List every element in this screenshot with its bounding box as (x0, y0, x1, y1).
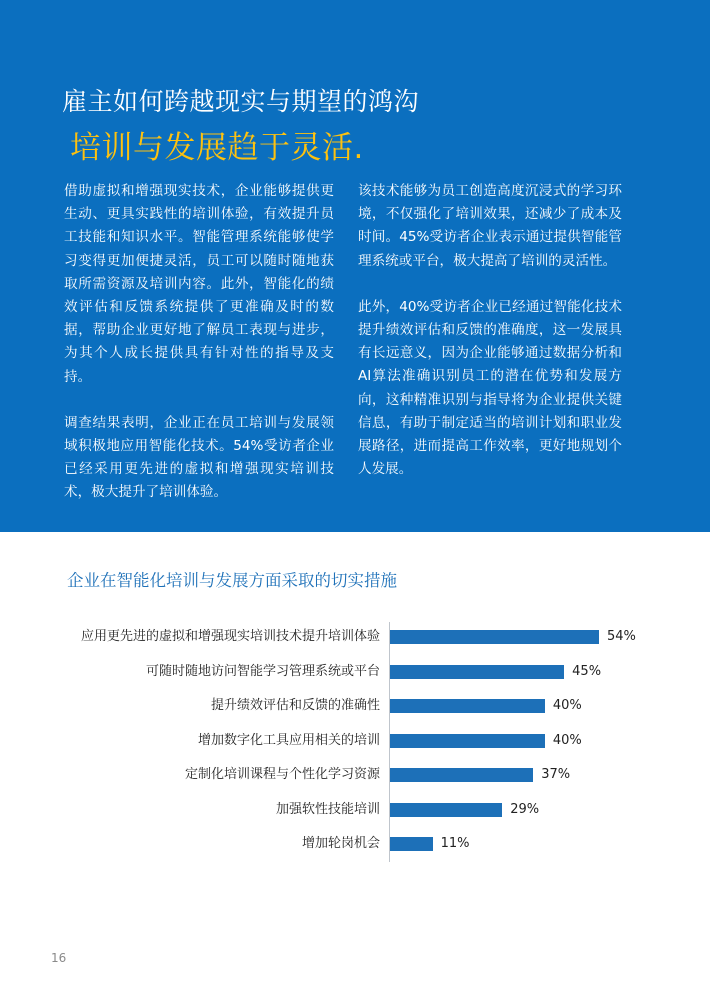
chart-value-label: 37% (541, 767, 571, 782)
chart-row (0, 731, 710, 751)
chart-category-label: 加强软性技能培训 (275, 801, 380, 817)
paragraph: 借助虚拟和增强现实技术，企业能够提供更生动、更具实践性的培训体验，有效提升员工技能和知识水平。智能管理系统能够使学习变得更加便捷灵活，员工可以随时随地获取所需资源及培训内容。此外，智能化的绩效评估和反馈系统提供了更准确及时的数据，帮助企业更好地了解员工表现与进步，为其个人成长提供具有针对性的指导及支持。 (64, 183, 334, 385)
chart-bar (390, 699, 545, 713)
bar-chart (0, 610, 710, 880)
chart-value-label: 54% (607, 629, 636, 644)
chart-bar (390, 734, 545, 748)
chart-value-label: 40% (552, 732, 582, 748)
chart-value-label: 29% (510, 801, 540, 817)
paragraph: 调查结果表明，企业正在员工培训与发展领域积极地应用智能化技术。54%受访者企业已经采用更先进的虚拟和增强现实培训技术，极大提升了培训体验。 (64, 414, 334, 501)
page-subtitle: 培训与发展趋于灵活. (70, 130, 364, 166)
paragraph: 该技术能够为员工创造高度沉浸式的学习环境，不仅强化了培训效果，还减少了成本及时间。45%受访者企业表示通过提供智能管理系统或平台，极大提高了培训的灵活性。 (358, 183, 622, 269)
chart-value-label: 40% (552, 698, 582, 713)
chart-row (0, 627, 710, 647)
chart-bar (390, 768, 533, 782)
chart-row (0, 696, 710, 716)
page-title: 雇主如何跨越现实与期望的鸿沟 (62, 87, 420, 116)
chart-row (0, 800, 710, 820)
text-column-left (64, 180, 334, 528)
chart-category-label: 可随时随地访问智能学习管理系统或平台 (145, 663, 380, 679)
chart-title: 企业在智能化培训与发展方面采取的切实措施 (67, 571, 397, 590)
chart-row (0, 662, 710, 682)
chart-row (0, 765, 710, 785)
chart-bar (390, 630, 599, 644)
chart-value-label: 11% (440, 836, 470, 851)
chart-bar (390, 837, 433, 851)
chart-bar (390, 803, 502, 817)
chart-category-label: 增加数字化工具应用相关的培训 (197, 732, 380, 748)
paragraph: 此外，40%受访者企业已经通过智能化技术提升绩效评估和反馈的准确度，这一发展具有长远意义，因为企业能够通过数据分析和AI算法准确识别员工的潜在优势和发展方向，这种精准识别与指导将为企业提供关键信息，有助于制定适当的培训计划和职业发展路径，进而提高工作效率，更好地规划个人发展。 (358, 298, 622, 478)
chart-category-label: 增加轮岗机会 (301, 836, 380, 851)
chart-category-label: 应用更先进的虚拟和增强现实培训技术提升培训体验 (80, 629, 380, 644)
chart-row (0, 834, 710, 854)
chart-bar (390, 665, 564, 679)
page-number: 16 (51, 951, 67, 965)
chart-category-label: 定制化培训课程与个性化学习资源 (184, 767, 380, 782)
chart-value-label: 45% (572, 663, 602, 679)
chart-category-label: 提升绩效评估和反馈的准确性 (210, 698, 380, 713)
text-column-right (358, 180, 622, 504)
